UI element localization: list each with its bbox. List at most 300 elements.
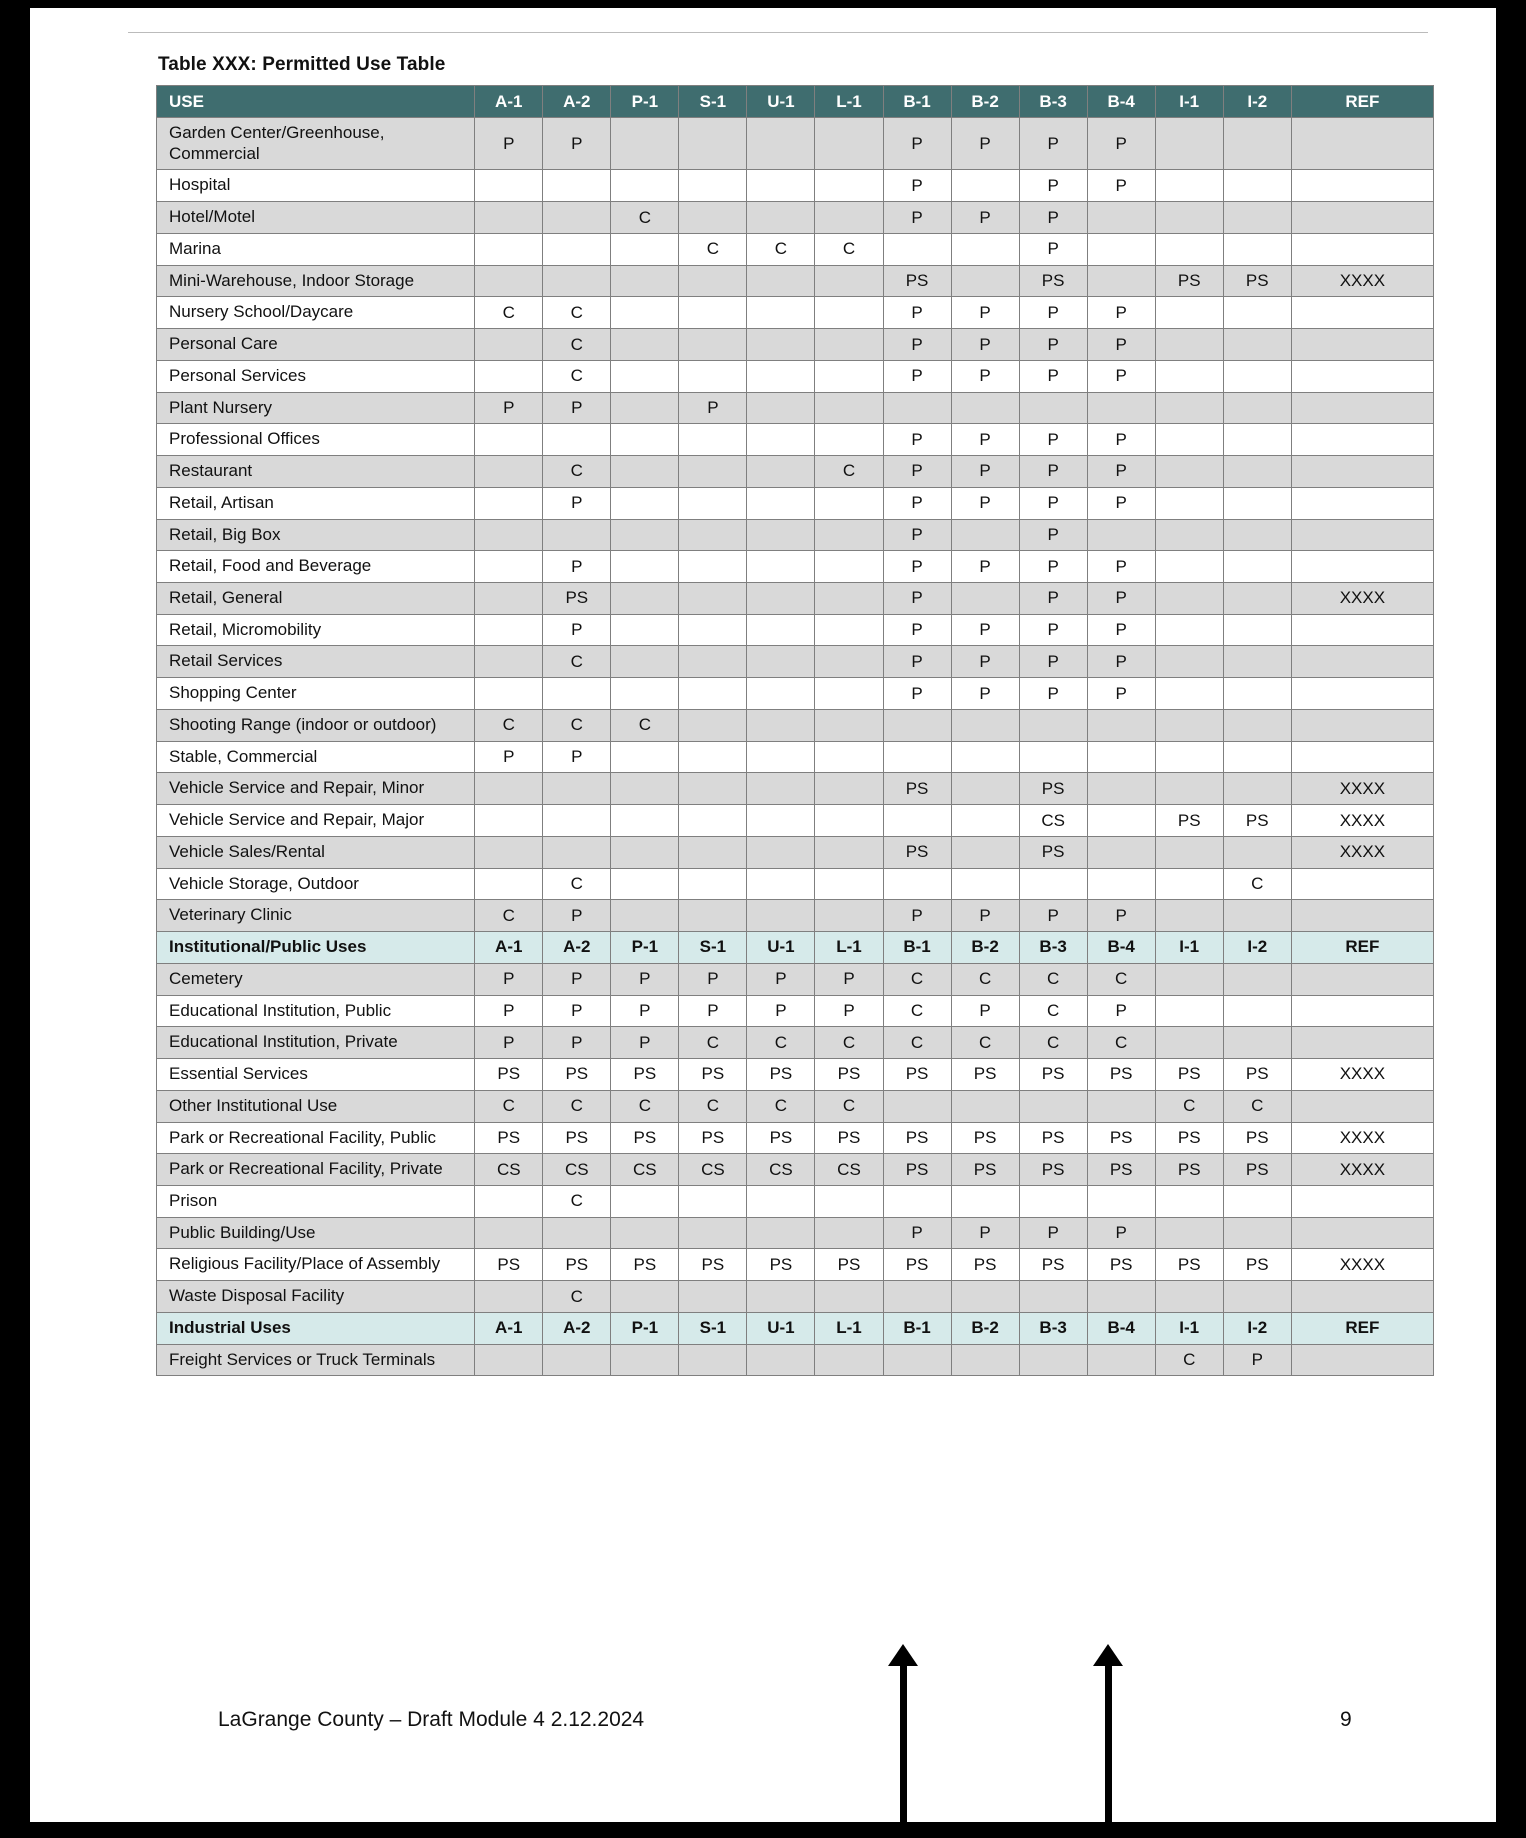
use-permission-cell: PS — [1223, 265, 1291, 297]
document-page — [30, 8, 1496, 1822]
use-permission-cell — [475, 233, 543, 265]
use-permission-cell: P — [883, 614, 951, 646]
use-permission-cell: P — [883, 170, 951, 202]
use-name: Restaurant — [157, 456, 475, 488]
use-permission-cell: P — [951, 678, 1019, 710]
use-permission-cell: P — [679, 392, 747, 424]
use-permission-cell: PS — [815, 1059, 883, 1091]
use-permission-cell — [1155, 233, 1223, 265]
use-permission-cell: PS — [1019, 1059, 1087, 1091]
table-row — [157, 551, 1434, 583]
use-permission-cell: PS — [1155, 265, 1223, 297]
use-permission-cell — [1291, 424, 1433, 456]
use-permission-cell: P — [1087, 1217, 1155, 1249]
use-permission-cell — [611, 118, 679, 170]
use-permission-cell: PS — [1087, 1249, 1155, 1281]
use-permission-cell — [1291, 456, 1433, 488]
use-permission-cell — [1087, 868, 1155, 900]
use-permission-cell: C — [1019, 995, 1087, 1027]
use-permission-cell — [679, 297, 747, 329]
use-permission-cell — [611, 360, 679, 392]
use-permission-cell: P — [951, 456, 1019, 488]
use-permission-cell — [815, 1281, 883, 1313]
use-permission-cell — [611, 424, 679, 456]
use-permission-cell: C — [883, 1027, 951, 1059]
use-permission-cell — [679, 265, 747, 297]
table-row — [157, 233, 1434, 265]
use-permission-cell — [1223, 1281, 1291, 1313]
table-row — [157, 1059, 1434, 1091]
use-permission-cell — [951, 583, 1019, 615]
use-permission-cell — [1223, 170, 1291, 202]
use-permission-cell: PS — [543, 583, 611, 615]
use-permission-cell — [475, 614, 543, 646]
table-row — [157, 1185, 1434, 1217]
use-permission-cell: C — [543, 456, 611, 488]
use-permission-cell: PS — [883, 1059, 951, 1091]
use-permission-cell: P — [883, 329, 951, 361]
use-permission-cell: B-2 — [951, 1312, 1019, 1344]
use-permission-cell — [1019, 741, 1087, 773]
use-name: Waste Disposal Facility — [157, 1281, 475, 1313]
use-permission-cell — [815, 773, 883, 805]
use-permission-cell — [883, 1281, 951, 1313]
use-permission-cell — [679, 678, 747, 710]
use-permission-cell: PS — [1223, 805, 1291, 837]
use-permission-cell: P — [611, 995, 679, 1027]
use-permission-cell: P — [1087, 583, 1155, 615]
use-permission-cell: I-1 — [1155, 932, 1223, 964]
use-permission-cell — [747, 678, 815, 710]
use-permission-cell — [883, 805, 951, 837]
use-permission-cell: PS — [747, 1249, 815, 1281]
use-permission-cell — [1087, 836, 1155, 868]
use-permission-cell: P — [543, 900, 611, 932]
use-permission-cell — [883, 233, 951, 265]
use-permission-cell — [475, 1185, 543, 1217]
use-permission-cell — [1223, 1217, 1291, 1249]
use-permission-cell — [1155, 329, 1223, 361]
use-permission-cell — [1291, 360, 1433, 392]
use-permission-cell: PS — [951, 1059, 1019, 1091]
use-permission-cell — [475, 1281, 543, 1313]
use-permission-cell — [1291, 1281, 1433, 1313]
table-row — [157, 1027, 1434, 1059]
use-permission-cell — [1223, 329, 1291, 361]
use-permission-cell — [1223, 233, 1291, 265]
column-header-a1: A-1 — [475, 86, 543, 118]
use-permission-cell: P — [951, 1217, 1019, 1249]
use-permission-cell — [543, 265, 611, 297]
use-name: Plant Nursery — [157, 392, 475, 424]
use-permission-cell — [1019, 1344, 1087, 1376]
table-row — [157, 329, 1434, 361]
use-permission-cell: P — [679, 963, 747, 995]
use-permission-cell: P — [1087, 170, 1155, 202]
use-permission-cell — [883, 1185, 951, 1217]
use-permission-cell — [543, 773, 611, 805]
table-row — [157, 995, 1434, 1027]
use-permission-cell: PS — [543, 1059, 611, 1091]
use-permission-cell — [1087, 233, 1155, 265]
table-row — [157, 487, 1434, 519]
use-permission-cell: C — [951, 1027, 1019, 1059]
use-permission-cell — [611, 900, 679, 932]
use-permission-cell: PS — [951, 1249, 1019, 1281]
use-permission-cell: P — [883, 202, 951, 234]
use-permission-cell — [1223, 360, 1291, 392]
use-permission-cell — [951, 170, 1019, 202]
table-row — [157, 297, 1434, 329]
use-permission-cell — [747, 614, 815, 646]
use-permission-cell: P — [543, 1027, 611, 1059]
use-permission-cell: PS — [883, 836, 951, 868]
use-permission-cell — [1291, 118, 1433, 170]
use-permission-cell — [747, 646, 815, 678]
use-permission-cell — [1087, 1185, 1155, 1217]
use-permission-cell — [679, 773, 747, 805]
use-permission-cell — [1087, 1281, 1155, 1313]
use-permission-cell: P — [543, 392, 611, 424]
use-permission-cell: P — [475, 995, 543, 1027]
use-permission-cell — [1087, 1344, 1155, 1376]
use-permission-cell: B-4 — [1087, 932, 1155, 964]
use-permission-cell: C — [543, 1090, 611, 1122]
column-header-p1: P-1 — [611, 86, 679, 118]
use-permission-cell: P — [611, 963, 679, 995]
use-permission-cell: C — [475, 709, 543, 741]
use-permission-cell — [815, 646, 883, 678]
use-permission-cell: A-2 — [543, 1312, 611, 1344]
use-permission-cell: P — [883, 360, 951, 392]
use-permission-cell: I-2 — [1223, 1312, 1291, 1344]
use-permission-cell — [883, 392, 951, 424]
use-name: Shooting Range (indoor or outdoor) — [157, 709, 475, 741]
use-permission-cell — [951, 519, 1019, 551]
use-permission-cell: C — [543, 646, 611, 678]
use-permission-cell: PS — [747, 1059, 815, 1091]
use-permission-cell: PS — [1087, 1122, 1155, 1154]
use-permission-cell — [815, 202, 883, 234]
use-permission-cell — [1155, 551, 1223, 583]
use-permission-cell: P — [543, 551, 611, 583]
use-permission-cell: B-1 — [883, 1312, 951, 1344]
use-name: Shopping Center — [157, 678, 475, 710]
use-permission-cell — [679, 583, 747, 615]
table-row — [157, 1249, 1434, 1281]
use-permission-cell — [1291, 297, 1433, 329]
use-permission-cell: P — [1019, 583, 1087, 615]
use-permission-cell — [1223, 551, 1291, 583]
use-permission-cell: S-1 — [679, 1312, 747, 1344]
use-permission-cell: C — [883, 995, 951, 1027]
table-row — [157, 170, 1434, 202]
use-permission-cell: P — [1087, 646, 1155, 678]
use-permission-cell: P — [1019, 551, 1087, 583]
use-permission-cell: C — [951, 963, 1019, 995]
use-permission-cell — [475, 170, 543, 202]
use-permission-cell: PS — [883, 1249, 951, 1281]
use-permission-cell — [747, 360, 815, 392]
use-permission-cell: XXXX — [1291, 805, 1433, 837]
column-header-b2: B-2 — [951, 86, 1019, 118]
use-name: Stable, Commercial — [157, 741, 475, 773]
use-permission-cell: P — [1019, 360, 1087, 392]
section-label: Industrial Uses — [157, 1312, 475, 1344]
use-permission-cell — [679, 614, 747, 646]
table-row — [157, 1090, 1434, 1122]
use-permission-cell: B-3 — [1019, 1312, 1087, 1344]
use-permission-cell: P — [475, 963, 543, 995]
table-header — [157, 86, 1434, 118]
use-name: Retail, Food and Beverage — [157, 551, 475, 583]
table-row — [157, 1344, 1434, 1376]
use-permission-cell: C — [543, 360, 611, 392]
use-permission-cell: P — [1019, 233, 1087, 265]
use-permission-cell — [1155, 995, 1223, 1027]
use-name: Other Institutional Use — [157, 1090, 475, 1122]
use-permission-cell — [1223, 678, 1291, 710]
use-permission-cell: C — [815, 233, 883, 265]
table-row — [157, 360, 1434, 392]
use-permission-cell — [1155, 1027, 1223, 1059]
use-permission-cell — [679, 836, 747, 868]
column-header-l1: L-1 — [815, 86, 883, 118]
use-permission-cell: P — [1019, 614, 1087, 646]
use-permission-cell: U-1 — [747, 932, 815, 964]
use-permission-cell — [679, 170, 747, 202]
use-permission-cell: C — [1223, 1090, 1291, 1122]
use-permission-cell: C — [611, 709, 679, 741]
use-permission-cell — [815, 519, 883, 551]
use-name: Vehicle Service and Repair, Minor — [157, 773, 475, 805]
use-permission-cell: XXXX — [1291, 1154, 1433, 1186]
use-permission-cell — [475, 551, 543, 583]
use-permission-cell: P — [1087, 487, 1155, 519]
use-permission-cell: PS — [1019, 265, 1087, 297]
use-permission-cell: P — [1019, 202, 1087, 234]
use-permission-cell — [815, 170, 883, 202]
use-permission-cell — [1087, 1090, 1155, 1122]
use-permission-cell: B-3 — [1019, 932, 1087, 964]
use-permission-cell — [1223, 614, 1291, 646]
use-permission-cell — [1223, 519, 1291, 551]
use-permission-cell: P — [1087, 118, 1155, 170]
use-permission-cell: P — [883, 297, 951, 329]
use-permission-cell — [1155, 202, 1223, 234]
use-permission-cell — [679, 709, 747, 741]
use-permission-cell — [475, 678, 543, 710]
use-permission-cell — [1291, 1344, 1433, 1376]
table-row — [157, 868, 1434, 900]
use-permission-cell: PS — [1019, 836, 1087, 868]
use-permission-cell — [815, 118, 883, 170]
use-permission-cell: PS — [679, 1249, 747, 1281]
use-permission-cell — [815, 1344, 883, 1376]
use-permission-cell — [1155, 678, 1223, 710]
use-permission-cell: PS — [1155, 805, 1223, 837]
use-permission-cell — [1019, 392, 1087, 424]
use-permission-cell — [1291, 1090, 1433, 1122]
use-permission-cell: C — [883, 963, 951, 995]
use-permission-cell — [679, 456, 747, 488]
use-permission-cell: P — [1019, 170, 1087, 202]
use-permission-cell — [1291, 1027, 1433, 1059]
use-permission-cell: P — [1019, 900, 1087, 932]
use-permission-cell — [815, 583, 883, 615]
use-name: Retail, Big Box — [157, 519, 475, 551]
use-permission-cell — [883, 1090, 951, 1122]
use-permission-cell: P — [611, 1027, 679, 1059]
use-permission-cell — [1155, 519, 1223, 551]
use-permission-cell — [1087, 519, 1155, 551]
use-permission-cell — [475, 836, 543, 868]
use-permission-cell: P — [1087, 329, 1155, 361]
arrow-shaft — [1105, 1658, 1112, 1838]
use-permission-cell — [815, 329, 883, 361]
column-header-ref: REF — [1291, 86, 1433, 118]
use-name: Essential Services — [157, 1059, 475, 1091]
use-permission-cell — [1223, 297, 1291, 329]
use-permission-cell — [815, 1185, 883, 1217]
use-permission-cell — [747, 709, 815, 741]
use-permission-cell — [1155, 709, 1223, 741]
use-permission-cell: C — [543, 297, 611, 329]
use-permission-cell — [951, 805, 1019, 837]
use-permission-cell: P — [1087, 456, 1155, 488]
use-permission-cell: P — [747, 995, 815, 1027]
table-row — [157, 900, 1434, 932]
use-permission-cell: PS — [1019, 1122, 1087, 1154]
use-permission-cell: S-1 — [679, 932, 747, 964]
use-permission-cell — [475, 805, 543, 837]
table-section-row — [157, 1312, 1434, 1344]
use-permission-cell: P — [475, 118, 543, 170]
use-permission-cell — [951, 868, 1019, 900]
use-permission-cell — [475, 202, 543, 234]
use-permission-cell: I-1 — [1155, 1312, 1223, 1344]
use-permission-cell: PS — [1223, 1059, 1291, 1091]
use-permission-cell: P — [1087, 995, 1155, 1027]
use-permission-cell — [815, 836, 883, 868]
use-name: Marina — [157, 233, 475, 265]
use-permission-cell: P — [543, 963, 611, 995]
use-name: Vehicle Sales/Rental — [157, 836, 475, 868]
column-header-u1: U-1 — [747, 86, 815, 118]
use-permission-cell — [1291, 900, 1433, 932]
use-name: Hotel/Motel — [157, 202, 475, 234]
use-permission-cell — [1155, 1281, 1223, 1313]
use-permission-cell — [1223, 487, 1291, 519]
use-permission-cell: P — [883, 456, 951, 488]
use-permission-cell — [1291, 233, 1433, 265]
use-permission-cell — [951, 709, 1019, 741]
use-permission-cell: P — [1019, 519, 1087, 551]
table-section-row — [157, 932, 1434, 964]
use-permission-cell — [1291, 741, 1433, 773]
use-permission-cell — [679, 741, 747, 773]
use-permission-cell — [1223, 995, 1291, 1027]
use-permission-cell: P — [883, 1217, 951, 1249]
use-permission-cell — [747, 329, 815, 361]
use-permission-cell — [747, 297, 815, 329]
use-permission-cell: P — [883, 519, 951, 551]
use-permission-cell: PS — [1019, 1249, 1087, 1281]
use-permission-cell: P — [1087, 297, 1155, 329]
column-header-b1: B-1 — [883, 86, 951, 118]
use-permission-cell: P — [543, 995, 611, 1027]
use-permission-cell — [543, 678, 611, 710]
use-permission-cell: PS — [1223, 1122, 1291, 1154]
use-permission-cell: C — [543, 1281, 611, 1313]
table-row — [157, 646, 1434, 678]
use-permission-cell — [475, 487, 543, 519]
use-permission-cell — [1223, 118, 1291, 170]
use-name: Professional Offices — [157, 424, 475, 456]
table-row — [157, 519, 1434, 551]
use-permission-cell — [815, 1217, 883, 1249]
table-row — [157, 805, 1434, 837]
use-permission-cell: P — [883, 646, 951, 678]
use-permission-cell — [951, 233, 1019, 265]
use-permission-cell — [543, 836, 611, 868]
table-row — [157, 741, 1434, 773]
use-permission-cell: PS — [543, 1122, 611, 1154]
use-permission-cell — [1019, 868, 1087, 900]
use-name: Freight Services or Truck Terminals — [157, 1344, 475, 1376]
use-permission-cell — [815, 297, 883, 329]
use-permission-cell — [679, 646, 747, 678]
use-permission-cell: P — [1087, 678, 1155, 710]
use-permission-cell — [1155, 360, 1223, 392]
use-permission-cell: C — [747, 1090, 815, 1122]
use-permission-cell — [679, 424, 747, 456]
use-name: Prison — [157, 1185, 475, 1217]
use-permission-cell: C — [475, 1090, 543, 1122]
use-permission-cell — [611, 614, 679, 646]
use-permission-cell — [543, 519, 611, 551]
use-permission-cell — [747, 836, 815, 868]
use-name: Retail Services — [157, 646, 475, 678]
use-permission-cell — [1155, 868, 1223, 900]
use-permission-cell — [475, 424, 543, 456]
use-permission-cell: P — [883, 487, 951, 519]
use-permission-cell — [543, 233, 611, 265]
use-name: Nursery School/Daycare — [157, 297, 475, 329]
use-permission-cell — [1087, 805, 1155, 837]
use-permission-cell — [1223, 1027, 1291, 1059]
column-header-s1: S-1 — [679, 86, 747, 118]
use-permission-cell: PS — [543, 1249, 611, 1281]
use-permission-cell — [475, 456, 543, 488]
use-permission-cell: P — [1087, 551, 1155, 583]
use-name: Religious Facility/Place of Assembly — [157, 1249, 475, 1281]
use-permission-cell — [611, 551, 679, 583]
use-permission-cell — [679, 1185, 747, 1217]
use-permission-cell — [611, 646, 679, 678]
use-permission-cell: PS — [1155, 1122, 1223, 1154]
use-permission-cell — [1019, 1090, 1087, 1122]
use-permission-cell: P — [1019, 118, 1087, 170]
use-permission-cell: CS — [1019, 805, 1087, 837]
use-permission-cell — [611, 805, 679, 837]
use-permission-cell — [679, 118, 747, 170]
use-permission-cell: U-1 — [747, 1312, 815, 1344]
use-permission-cell — [1291, 519, 1433, 551]
use-permission-cell: B-4 — [1087, 1312, 1155, 1344]
use-permission-cell: PS — [883, 1122, 951, 1154]
use-permission-cell: CS — [747, 1154, 815, 1186]
